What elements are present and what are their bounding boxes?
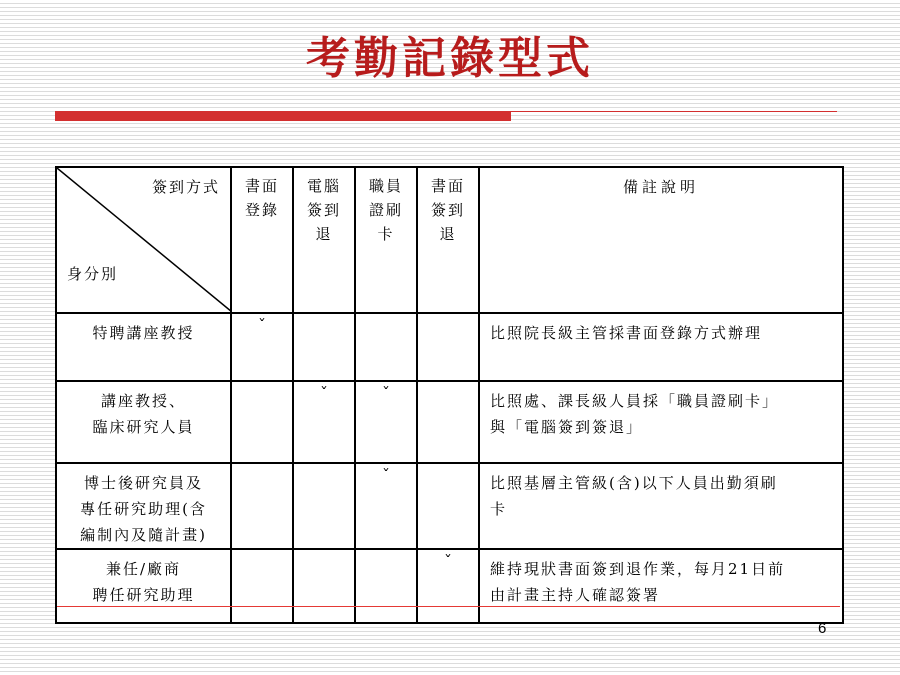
header-col-card-swipe bbox=[355, 167, 417, 313]
page-number: 6 bbox=[818, 620, 827, 637]
table-row bbox=[56, 463, 843, 549]
row-label: 講座教授、 臨床研究人員 bbox=[92, 392, 195, 436]
check-mark: ˇ bbox=[444, 552, 452, 571]
header-corner-cell bbox=[56, 167, 231, 313]
column-header: 電腦 簽到 退 bbox=[306, 177, 341, 243]
table-row bbox=[56, 549, 843, 623]
check-mark: ˇ bbox=[320, 384, 328, 403]
column-header-remark: 備註說明 bbox=[622, 178, 699, 196]
table-row bbox=[56, 381, 843, 463]
header-identity-label: 身分別 bbox=[67, 265, 119, 283]
header-col-written-login bbox=[231, 167, 293, 313]
row-note: 比照處、課長級人員採「職員證刷卡」 與「電腦簽到簽退」 bbox=[490, 392, 780, 436]
header-col-computer-signin bbox=[293, 167, 355, 313]
header-method-label: 簽到方式 bbox=[151, 178, 220, 196]
slide-title: 考勤記錄型式 bbox=[306, 33, 594, 84]
row-label: 博士後研究員及 專任研究助理(含 編制內及隨計畫) bbox=[80, 474, 207, 544]
footer-red-line bbox=[57, 606, 840, 607]
check-mark: ˇ bbox=[382, 466, 390, 485]
check-mark: ˇ bbox=[382, 384, 390, 403]
header-col-remark bbox=[479, 167, 843, 313]
attendance-table bbox=[55, 166, 844, 624]
check-mark: ˇ bbox=[258, 316, 266, 335]
row-note: 比照院長級主管採書面登錄方式辦理 bbox=[490, 324, 763, 342]
title-underline-thick bbox=[55, 111, 511, 121]
table-row bbox=[56, 313, 843, 381]
header-col-written-signin bbox=[417, 167, 479, 313]
column-header: 書面 登錄 bbox=[244, 177, 279, 219]
row-label: 兼任/廠商 聘任研究助理 bbox=[92, 560, 195, 604]
row-note: 維持現狀書面簽到退作業，每月21日前 由計畫主持人確認簽署 bbox=[490, 560, 786, 604]
row-label: 特聘講座教授 bbox=[92, 324, 195, 342]
row-note: 比照基層主管級(含)以下人員出勤須刷 卡 bbox=[490, 474, 778, 518]
column-header: 書面 簽到 退 bbox=[430, 177, 465, 243]
title-underline-thin bbox=[511, 111, 837, 112]
table-header-row bbox=[56, 167, 843, 313]
column-header: 職員 證刷 卡 bbox=[368, 177, 403, 243]
